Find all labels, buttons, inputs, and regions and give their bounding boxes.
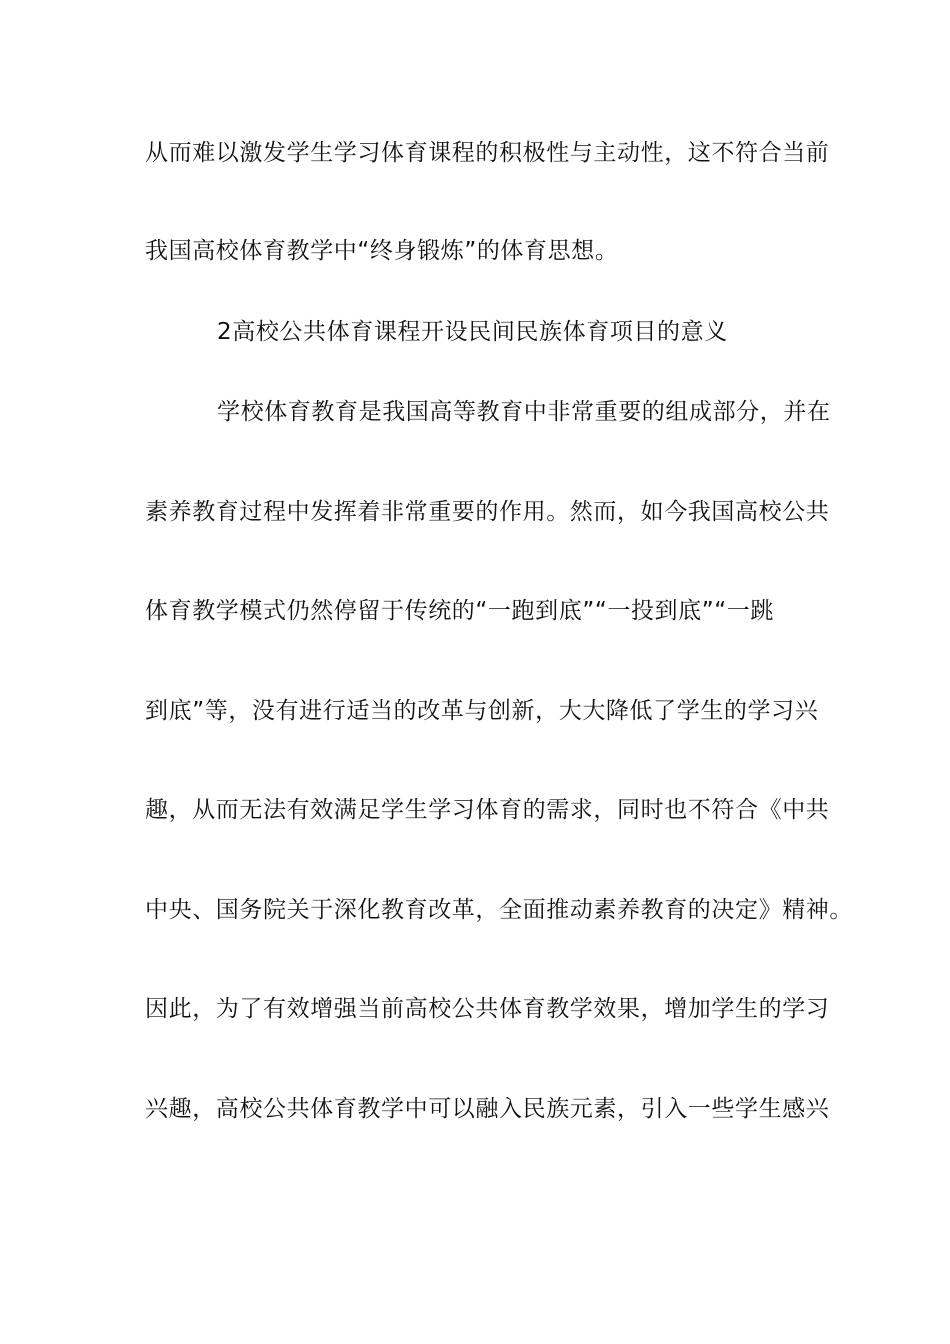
body-line-9: 因此，为了有效增强当前高校公共体育教学效果，增加学生的学习 (145, 996, 830, 1022)
body-line-5: 体育教学模式仍然停留于传统的“一跑到底”“一投到底”“一跳 (145, 598, 774, 624)
section-heading: 2高校公共体育课程开设民间民族体育项目的意义 (217, 319, 728, 345)
body-line-3: 学校体育教育是我国高等教育中非常重要的组成部分，并在 (217, 399, 831, 425)
body-line-7: 趣，从而无法有效满足学生学习体育的需求，同时也不符合《中共 (145, 797, 830, 823)
body-line-1: 从而难以激发学生学习体育课程的积极性与主动性，这不符合当前 (145, 140, 830, 166)
body-line-2: 我国高校体育教学中“终身锻炼”的体育思想。 (145, 238, 619, 264)
body-line-4: 素养教育过程中发挥着非常重要的作用。然而，如今我国高校公共 (145, 499, 830, 525)
body-line-6: 到底”等，没有进行适当的改革与创新，大大降低了学生的学习兴 (145, 698, 819, 724)
body-line-10: 兴趣，高校公共体育教学中可以融入民族元素，引入一些学生感兴 (145, 1096, 830, 1122)
body-line-8: 中央、国务院关于深化教育改革，全面推动素养教育的决定》精神。 (145, 897, 853, 923)
